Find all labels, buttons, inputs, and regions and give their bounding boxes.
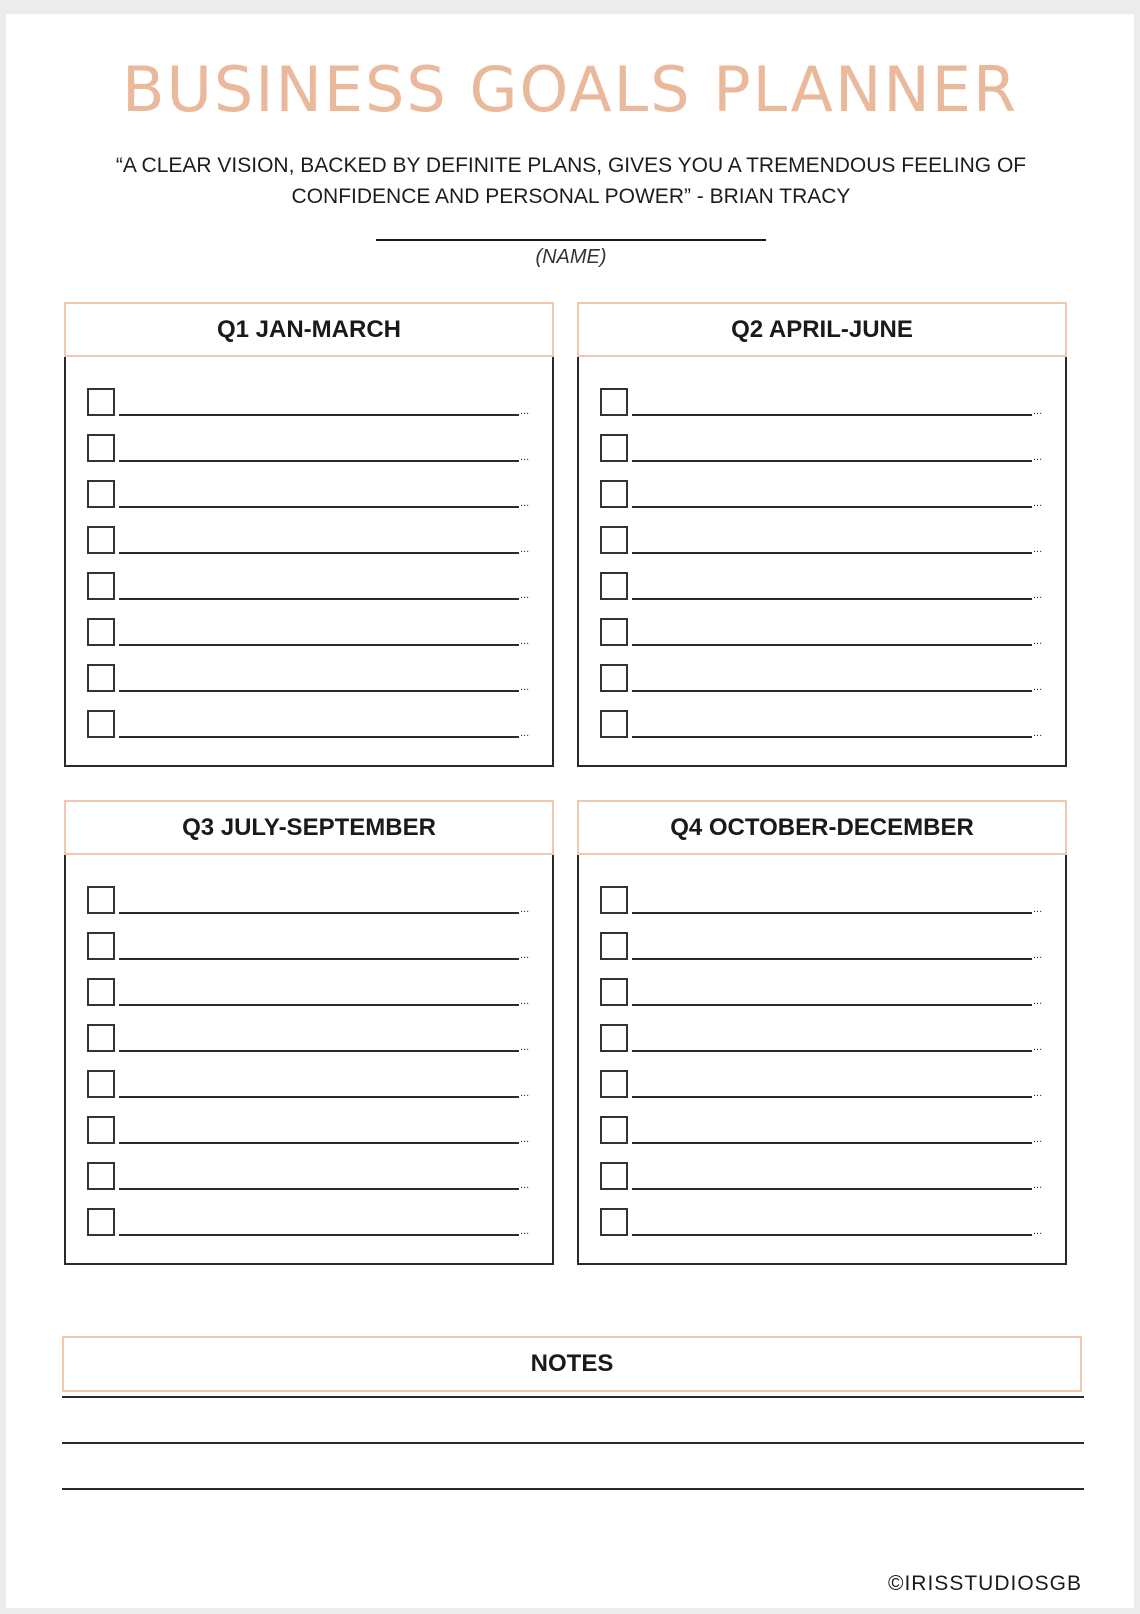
- goal-row: [600, 572, 1043, 604]
- goal-line-end-dots: ...: [1033, 1133, 1043, 1145]
- goal-line-end-dots: ...: [1033, 1179, 1043, 1191]
- goal-line-end-dots: ...: [1033, 497, 1043, 509]
- goal-row: [600, 664, 1043, 696]
- goal-row: [600, 1116, 1043, 1148]
- goal-checkbox[interactable]: [87, 886, 115, 914]
- copyright: ©IRISSTUDIOSGB: [888, 1572, 1082, 1595]
- goal-checkbox[interactable]: [87, 434, 115, 462]
- goal-row: [600, 388, 1043, 420]
- goal-line-end-dots: ...: [520, 589, 530, 601]
- goal-checkbox[interactable]: [600, 388, 628, 416]
- goal-input-line[interactable]: [632, 1096, 1032, 1098]
- goal-input-line[interactable]: [632, 1142, 1032, 1144]
- goal-input-line[interactable]: [632, 958, 1032, 960]
- goal-input-line[interactable]: [119, 1142, 519, 1144]
- goal-row: [87, 1024, 530, 1056]
- goal-checkbox[interactable]: [600, 1208, 628, 1236]
- goal-row: [87, 710, 530, 742]
- goal-checkbox[interactable]: [600, 710, 628, 738]
- goal-input-line[interactable]: [632, 1050, 1032, 1052]
- goal-row: [87, 480, 530, 512]
- goal-checkbox[interactable]: [87, 1024, 115, 1052]
- goal-checkbox[interactable]: [87, 932, 115, 960]
- goal-row: [87, 1208, 530, 1240]
- goal-line-end-dots: ...: [1033, 995, 1043, 1007]
- goal-line-end-dots: ...: [520, 497, 530, 509]
- goal-checkbox[interactable]: [600, 618, 628, 646]
- goal-line-end-dots: ...: [520, 1087, 530, 1099]
- goal-checkbox[interactable]: [87, 526, 115, 554]
- goal-checkbox[interactable]: [600, 1070, 628, 1098]
- goal-input-line[interactable]: [632, 1188, 1032, 1190]
- goal-input-line[interactable]: [119, 1234, 519, 1236]
- goal-line-end-dots: ...: [520, 543, 530, 555]
- goal-line-end-dots: ...: [520, 635, 530, 647]
- goal-row: [87, 1162, 530, 1194]
- notes-header: NOTES: [62, 1336, 1082, 1392]
- quarter-header: Q3 JULY-SEPTEMBER: [64, 800, 554, 855]
- goal-input-line[interactable]: [632, 736, 1032, 738]
- goal-row: [600, 710, 1043, 742]
- goal-input-line[interactable]: [632, 644, 1032, 646]
- goal-line-end-dots: ...: [520, 903, 530, 915]
- goal-line-end-dots: ...: [1033, 589, 1043, 601]
- goal-checkbox[interactable]: [87, 618, 115, 646]
- goal-line-end-dots: ...: [1033, 903, 1043, 915]
- goal-checkbox[interactable]: [87, 572, 115, 600]
- goal-line-end-dots: ...: [1033, 1087, 1043, 1099]
- goal-input-line[interactable]: [632, 1234, 1032, 1236]
- goal-row: [87, 1116, 530, 1148]
- goal-checkbox[interactable]: [600, 886, 628, 914]
- quote-text: “A CLEAR VISION, BACKED BY DEFINITE PLANS, GIVES YOU A TREMENDOUS FEELING OF CONFIDENCE AND PERSONAL POWER” - BRIAN TRACY: [115, 154, 1027, 208]
- name-input-line[interactable]: [376, 239, 766, 241]
- goal-input-line[interactable]: [119, 1050, 519, 1052]
- goal-checkbox[interactable]: [600, 1024, 628, 1052]
- goal-input-line[interactable]: [119, 506, 519, 508]
- goal-line-end-dots: ...: [520, 995, 530, 1007]
- goal-input-line[interactable]: [119, 644, 519, 646]
- goal-line-end-dots: ...: [520, 1225, 530, 1237]
- goal-list: [64, 357, 554, 767]
- goal-line-end-dots: ...: [520, 1041, 530, 1053]
- goal-line-end-dots: ...: [1033, 635, 1043, 647]
- goal-input-line[interactable]: [119, 1004, 519, 1006]
- goal-input-line[interactable]: [632, 414, 1032, 416]
- goal-row: [87, 978, 530, 1010]
- goal-checkbox[interactable]: [87, 1208, 115, 1236]
- goal-input-line[interactable]: [119, 690, 519, 692]
- goal-row: [600, 480, 1043, 512]
- goal-row: [600, 1070, 1043, 1102]
- goal-checkbox[interactable]: [600, 572, 628, 600]
- goal-checkbox[interactable]: [600, 526, 628, 554]
- goal-row: [600, 1208, 1043, 1240]
- goal-line-end-dots: ...: [520, 1179, 530, 1191]
- goal-input-line[interactable]: [119, 1188, 519, 1190]
- goal-checkbox[interactable]: [87, 664, 115, 692]
- goal-line-end-dots: ...: [1033, 1041, 1043, 1053]
- goal-row: [600, 886, 1043, 918]
- goal-input-line[interactable]: [119, 552, 519, 554]
- note-line[interactable]: [62, 1488, 1084, 1490]
- goal-checkbox[interactable]: [87, 978, 115, 1006]
- goal-checkbox[interactable]: [87, 710, 115, 738]
- goal-checkbox[interactable]: [600, 932, 628, 960]
- goal-row: [87, 932, 530, 964]
- goal-input-line[interactable]: [632, 506, 1032, 508]
- goal-row: [87, 526, 530, 558]
- goal-line-end-dots: ...: [520, 681, 530, 693]
- goal-input-line[interactable]: [632, 552, 1032, 554]
- goal-line-end-dots: ...: [520, 727, 530, 739]
- goal-row: [87, 886, 530, 918]
- note-line[interactable]: [62, 1396, 1084, 1398]
- goal-line-end-dots: ...: [1033, 1225, 1043, 1237]
- goal-checkbox[interactable]: [87, 1070, 115, 1098]
- goal-input-line[interactable]: [119, 1096, 519, 1098]
- goal-line-end-dots: ...: [1033, 405, 1043, 417]
- goal-input-line[interactable]: [119, 598, 519, 600]
- goal-row: [87, 1070, 530, 1102]
- planner-page: [6, 14, 1134, 1608]
- quarter-header: Q2 APRIL-JUNE: [577, 302, 1067, 357]
- goal-checkbox[interactable]: [87, 388, 115, 416]
- quarter-header: Q1 JAN-MARCH: [64, 302, 554, 357]
- goal-input-line[interactable]: [119, 736, 519, 738]
- goal-checkbox[interactable]: [600, 1162, 628, 1190]
- goal-row: [600, 1024, 1043, 1056]
- goal-line-end-dots: ...: [520, 1133, 530, 1145]
- goal-line-end-dots: ...: [1033, 949, 1043, 961]
- goal-row: [87, 664, 530, 696]
- goal-input-line[interactable]: [632, 690, 1032, 692]
- goal-input-line[interactable]: [119, 414, 519, 416]
- goal-checkbox[interactable]: [600, 1116, 628, 1144]
- name-label: (NAME): [535, 246, 607, 268]
- goal-input-line[interactable]: [632, 460, 1032, 462]
- goal-checkbox[interactable]: [87, 1116, 115, 1144]
- goal-checkbox[interactable]: [87, 1162, 115, 1190]
- goal-list: [577, 855, 1067, 1265]
- goal-list: [577, 357, 1067, 767]
- goal-checkbox[interactable]: [600, 434, 628, 462]
- goal-input-line[interactable]: [632, 1004, 1032, 1006]
- goal-input-line[interactable]: [119, 912, 519, 914]
- goal-row: [87, 388, 530, 420]
- goal-row: [600, 526, 1043, 558]
- goal-line-end-dots: ...: [520, 405, 530, 417]
- goal-line-end-dots: ...: [1033, 681, 1043, 693]
- goal-row: [600, 618, 1043, 650]
- goal-input-line[interactable]: [119, 958, 519, 960]
- goal-row: [600, 434, 1043, 466]
- goal-checkbox[interactable]: [600, 480, 628, 508]
- goal-line-end-dots: ...: [520, 949, 530, 961]
- goal-row: [87, 572, 530, 604]
- goal-list: [64, 855, 554, 1265]
- goal-checkbox[interactable]: [600, 978, 628, 1006]
- goal-row: [600, 978, 1043, 1010]
- quarter-header: Q4 OCTOBER-DECEMBER: [577, 800, 1067, 855]
- goal-line-end-dots: ...: [1033, 727, 1043, 739]
- goal-line-end-dots: ...: [520, 451, 530, 463]
- goal-line-end-dots: ...: [1033, 451, 1043, 463]
- goal-line-end-dots: ...: [1033, 543, 1043, 555]
- goal-row: [600, 1162, 1043, 1194]
- goal-row: [87, 618, 530, 650]
- goal-input-line[interactable]: [632, 912, 1032, 914]
- note-line[interactable]: [62, 1442, 1084, 1444]
- goal-row: [87, 434, 530, 466]
- goal-checkbox[interactable]: [600, 664, 628, 692]
- goal-row: [600, 932, 1043, 964]
- goal-input-line[interactable]: [632, 598, 1032, 600]
- goal-input-line[interactable]: [119, 460, 519, 462]
- goal-checkbox[interactable]: [87, 480, 115, 508]
- page-title: BUSINESS GOALS PLANNER: [121, 53, 1019, 126]
